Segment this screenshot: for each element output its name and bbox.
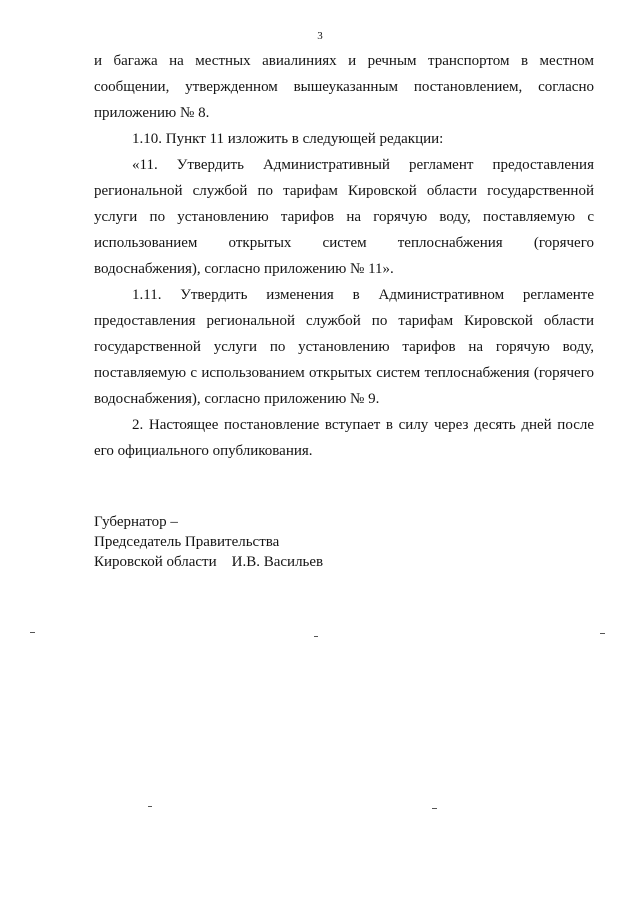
signature-block [94,512,323,572]
body-text [94,48,594,464]
page-number: 3 [317,30,323,42]
scan-speck [600,633,605,634]
signature-position: Председатель Правительства [94,534,280,550]
paragraph-continuation: и багажа на местных авиалиниях и речным транспортом в местном сообщении, утвержденном вышеуказанным постановлением, согласно приложению № 8. [94,53,594,121]
paragraph-2: 2. Настоящее постановление вступает в силу через десять дней после его официального опубликования. [94,417,594,459]
paragraph-1-11: 1.11. Утвердить изменения в Административном регламенте предоставления региональной службой по тарифам Кировской области государственной услуги по установлению тарифов на горячую воду, поставляемую с использованием открытых систем теплоснабжения (горячего водоснабжения), согласно приложению № 9. [94,287,594,407]
signature-title: Губернатор – [94,514,178,530]
scan-speck [148,806,152,807]
paragraph-1-10: 1.10. Пункт 11 изложить в следующей редакции: [132,131,444,147]
signature-name: Кировской области И.В. Васильев [94,554,324,570]
scan-speck [30,632,35,633]
scan-speck [432,808,437,809]
scan-speck [314,636,318,637]
paragraph-11-quote: «11. Утвердить Административный регламент предоставления региональной службой по тарифам Кировской области государственной услуги по установлению тарифов на горячую воду, поставляемую с использованием открытых систем теплоснабжения (горячего водоснабжения), согласно приложению № 11». [94,157,594,277]
